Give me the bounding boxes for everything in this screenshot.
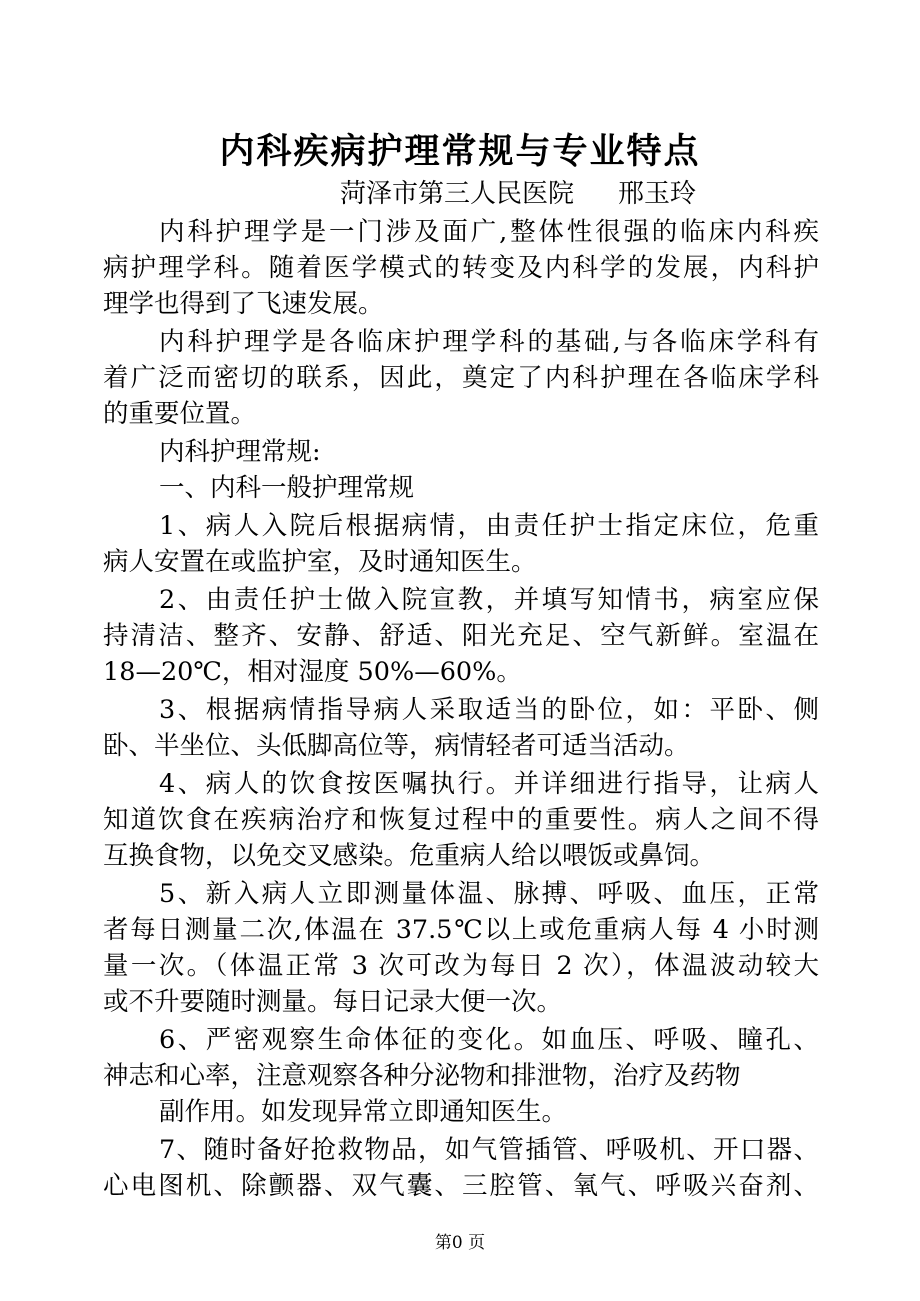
page-number: 第0 页 bbox=[434, 1233, 486, 1253]
paragraph-line: 18—20℃，相对湿度 50%—60%。 bbox=[103, 657, 522, 687]
paragraph-line: 持清洁、整齐、安静、舒适、阳光充足、空气新鲜。室温在 bbox=[103, 621, 819, 651]
paragraph-line: 7、随时备好抢救物品，如气管插管、呼吸机、开口器、 bbox=[159, 1135, 819, 1165]
section-heading: 一、内科一般护理常规 bbox=[159, 473, 415, 503]
paragraph-line: 着广泛而密切的联系，因此，奠定了内科护理在各临床学科 bbox=[103, 363, 819, 393]
paragraph-line: 内科护理学是一门涉及面广,整体性很强的临床内科疾 bbox=[159, 217, 819, 247]
paragraph-line: 病人安置在或监护室，及时通知医生。 bbox=[103, 547, 537, 577]
paragraph-line: 量一次。（体温正常 3 次可改为每日 2 次），体温波动较大 bbox=[103, 951, 819, 981]
paragraph-line: 者每日测量二次,体温在 37.5℃以上或危重病人每 4 小时测 bbox=[103, 915, 819, 945]
author-organization: 菏泽市第三人民医院 bbox=[340, 179, 575, 209]
paragraph-line: 3、根据病情指导病人采取适当的卧位，如：平卧、侧 bbox=[159, 695, 819, 725]
paragraph-line: 神志和心率，注意观察各种分泌物和排泄物，治疗及药物 bbox=[103, 1061, 741, 1091]
paragraph-line: 副作用。如发现异常立即通知医生。 bbox=[159, 1097, 568, 1127]
paragraph-line: 互换食物，以免交叉感染。危重病人给以喂饭或鼻饲。 bbox=[103, 841, 716, 871]
paragraph-line: 心电图机、除颤器、双气囊、三腔管、氧气、呼吸兴奋剂、 bbox=[103, 1171, 819, 1201]
paragraph-line: 5、新入病人立即测量体温、脉搏、呼吸、血压，正常 bbox=[159, 879, 819, 909]
paragraph-line: 的重要位置。 bbox=[103, 399, 257, 429]
section-heading: 内科护理常规: bbox=[159, 437, 321, 467]
paragraph-line: 内科护理学是各临床护理学科的基础,与各临床学科有 bbox=[159, 327, 819, 357]
paragraph-line: 4、病人的饮食按医嘱执行。并详细进行指导，让病人 bbox=[159, 769, 819, 799]
paragraph-line: 卧、半坐位、头低脚高位等，病情轻者可适当活动。 bbox=[103, 731, 690, 761]
author-line bbox=[340, 176, 696, 212]
paragraph-line: 2、由责任护士做入院宣教，并填写知情书，病室应保 bbox=[159, 585, 819, 615]
paragraph-line: 理学也得到了飞速发展。 bbox=[103, 289, 384, 319]
paragraph-line: 1、病人入院后根据病情，由责任护士指定床位，危重 bbox=[159, 511, 819, 541]
author-name: 邢玉玲 bbox=[618, 179, 697, 209]
document-title: 内科疾病护理常规与专业特点 bbox=[219, 131, 701, 172]
paragraph-line: 知道饮食在疾病治疗和恢复过程中的重要性。病人之间不得 bbox=[103, 805, 819, 835]
paragraph-line: 病护理学科。随着医学模式的转变及内科学的发展，内科护 bbox=[103, 253, 819, 283]
paragraph-line: 6、严密观察生命体征的变化。如血压、呼吸、瞳孔、 bbox=[159, 1025, 819, 1055]
paragraph-line: 或不升要随时测量。每日记录大便一次。 bbox=[103, 987, 563, 1017]
